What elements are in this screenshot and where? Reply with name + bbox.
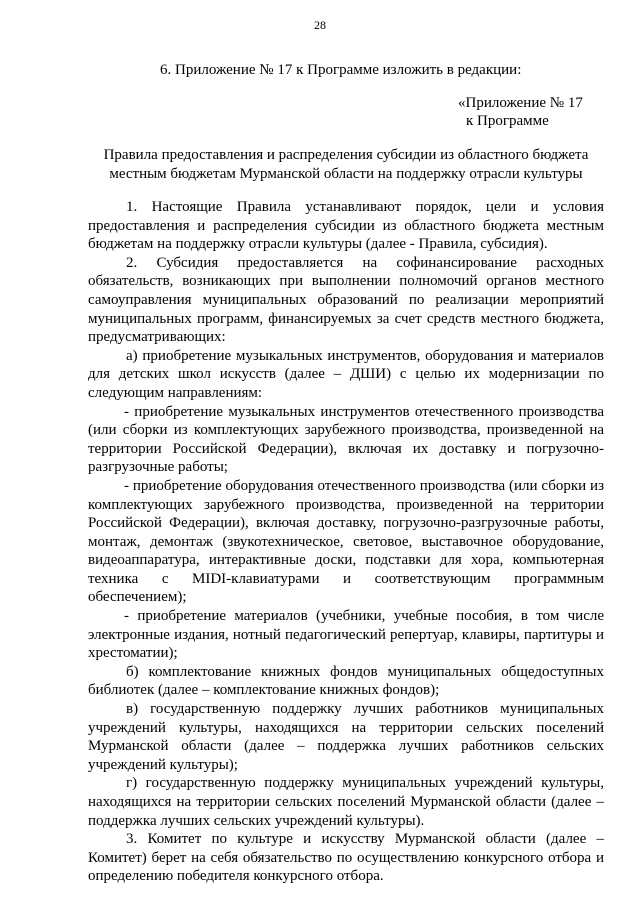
appendix-reference-line-1: «Приложение № 17	[458, 95, 583, 111]
appendix-reference	[458, 94, 583, 130]
paragraph-2: 2. Субсидия предоставляется на софинансирование расходных обязательств, возникающих при выполнении полномочий органов местного самоуправления муниципальных образований по реализации мероприятий муниципальных программ, финансируемых за счет средств местного бюджета, предусматривающих:	[88, 254, 604, 346]
appendix-reference-line-2: к Программе	[466, 113, 549, 129]
intro-line: 6. Приложение № 17 к Программе изложить в редакции:	[160, 62, 522, 78]
paragraph-3: 3. Комитет по культуре и искусству Мурманской области (далее – Комитет) берет на себя обязательство по осуществлению конкурсного отбора и определению победителя конкурсного отбора.	[88, 831, 604, 885]
list-item-equipment: - приобретение оборудования отечественного производства (или сборки из комплектующих зарубежного производства, произведенной на территории Российской Федерации), включая доставку, погрузочно-разгрузочные работы, монтаж, демонтаж (звукотехническое, световое, выставочное оборудование, видеоаппаратура, интерактивные доски, подставки для хора, компьютерная техника с MIDI-клавиатурами и соответствующим программным обеспечением);	[88, 477, 604, 606]
page-number: 28	[314, 18, 326, 32]
paragraph-2g: г) государственную поддержку муниципальных учреждений культуры, находящихся на территории сельских поселений Мурманской области (далее – поддержка лучших сельских учреждений культуры).	[88, 775, 604, 829]
list-item-materials: - приобретение материалов (учебники, учебные пособия, в том числе электронные издания, нотный педагогический репертуар, клавиры, партитуры и хрестоматии);	[88, 608, 604, 662]
document-title-line-1: Правила предоставления и распределения субсидии из областного бюджета	[103, 147, 589, 163]
document-title-line-2: местным бюджетам Мурманской области на поддержку отрасли культуры	[109, 166, 583, 182]
paragraph-2a: а) приобретение музыкальных инструментов, оборудования и материалов для детских школ искусств (далее – ДШИ) с целью их модернизации по следующим направлениям:	[88, 347, 604, 401]
list-item-instruments: - приобретение музыкальных инструментов отечественного производства (или сборки из комплектующих зарубежного производства, произведенной на территории Российской Федерации), включая их доставку и погрузочно-разгрузочные работы;	[88, 403, 604, 476]
document-title	[78, 146, 614, 184]
paragraph-2v: в) государственную поддержку лучших работников муниципальных учреждений культуры, находящихся на территории сельских поселений Мурманской области (далее – поддержка лучших работников сельских учреждений культуры);	[88, 701, 604, 773]
document-body	[88, 198, 604, 886]
paragraph-1: 1. Настоящие Правила устанавливают порядок, цели и условия предоставления и распределения субсидии из областного бюджета местным бюджетам на поддержку отрасли культуры (далее - Правила, субсидия).	[88, 199, 604, 253]
paragraph-2b: б) комплектование книжных фондов муниципальных общедоступных библиотек (далее – комплектование книжных фондов);	[88, 663, 604, 699]
